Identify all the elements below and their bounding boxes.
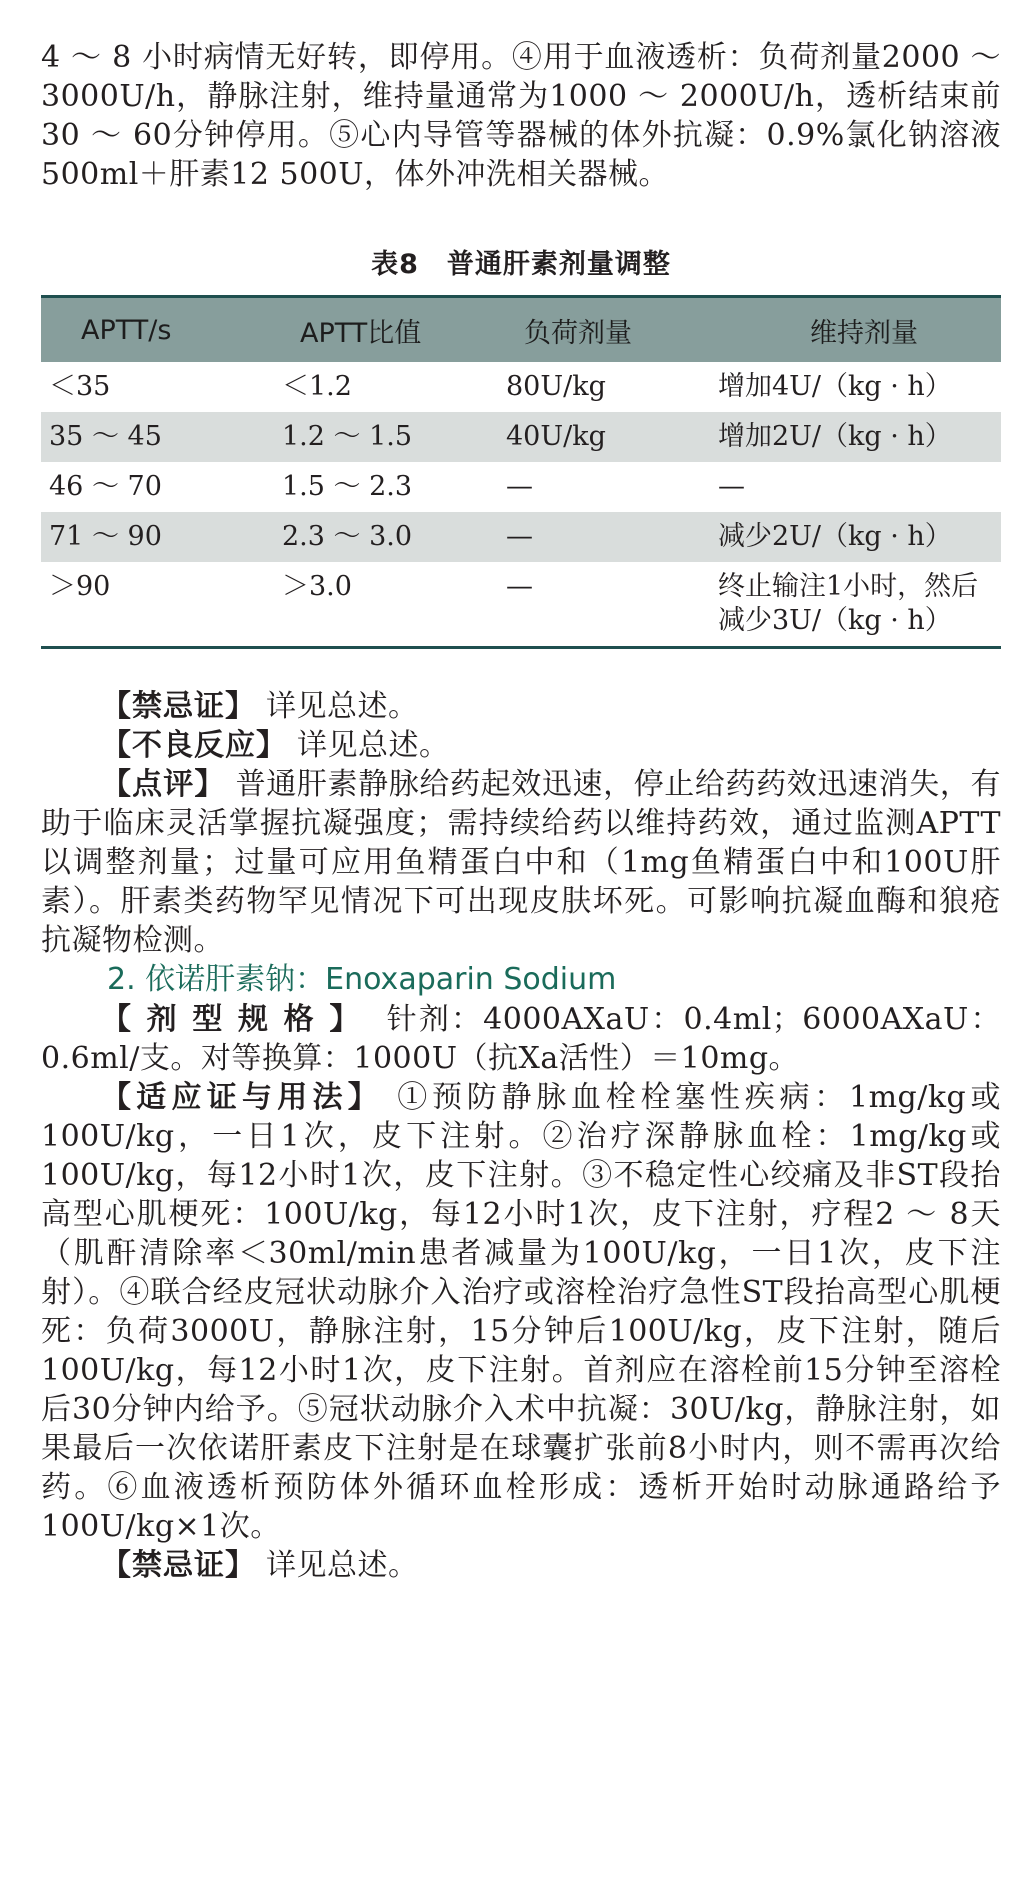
table-cell: 终止输注1小时，然后减少3U/（kg · h） [718, 571, 979, 636]
table-cell: ＞90 [49, 571, 111, 602]
table-title: 表8 普通肝素剂量调整 [371, 249, 671, 280]
heparin-comment [41, 765, 1001, 960]
table-row [41, 462, 1001, 512]
enoxaparin-contraindication [41, 1546, 1001, 1585]
header-maintenance-dose: 维持剂量 [710, 297, 1001, 363]
table-cell: ＜1.2 [282, 371, 352, 402]
table-cell: — [506, 571, 533, 602]
enoxaparin-indications-usage [41, 1078, 1001, 1546]
table-cell: 71 ～ 90 [41, 512, 274, 562]
table-header-row [41, 297, 1001, 363]
heparin-contraindication [41, 687, 1001, 726]
table-cell: 1.5 ～ 2.3 [282, 471, 413, 502]
intro-paragraph: 4 ～ 8 小时病情无好转，即停用。④用于血液透析：负荷剂量2000 ～ 3000U/h，静脉注射，维持量通常为1000 ～ 2000U/h，透析结束前30 ～ 60分钟停用。⑤心内导管等器械的体外抗凝：0.9%氯化钠溶液500ml＋肝素12 500U，体外冲洗相关器械。 [41, 40, 1001, 192]
table-cell: — [506, 471, 533, 502]
table-cell: 80U/kg [506, 371, 606, 402]
section-label: 【点评】 [101, 767, 226, 802]
table-cell: 35 ～ 45 [41, 412, 274, 462]
section-text: ①预防静脉血栓栓塞性疾病：1mg/kg或100U/kg，一日1次，皮下注射。②治疗深静脉血栓：1mg/kg或100U/kg，每12小时1次，皮下注射。③不稳定性心绞痛及非ST段抬高型心肌梗死：100U/kg，每12小时1次，皮下注射，疗程2 ～ 8天（肌酐清除率＜30ml/min患者减量为100U/kg，一日1次，皮下注射）。④联合经皮冠状动脉介入治疗或溶栓治疗急性ST段抬高型心肌梗死：负荷3000U，静脉注射，15分钟后100U/kg，皮下注射，随后100U/kg，每12小时1次，皮下注射。首剂应在溶栓前15分钟至溶栓后30分钟内给予。⑤冠状动脉介入术中抗凝：30U/kg，静脉注射，如果最后一次依诺肝素皮下注射是在球囊扩张前8小时内，则不需再次给药。⑥血液透析预防体外循环血栓形成：透析开始时动脉通路给予100U/kg×1次。 [41, 1080, 1002, 1544]
section-text: 针剂：4000AXaU：0.4ml；6000AXaU：0.6ml/支。对等换算：1000U（抗Ⅹa活性）＝10mg。 [41, 1002, 1001, 1076]
table-cell: 2.3 ～ 3.0 [274, 512, 498, 562]
table-cell: ＜35 [49, 371, 111, 402]
table-row [41, 362, 1001, 412]
header-aptt-ratio: APTT比值 [274, 297, 498, 363]
table-cell: 增加2U/（kg · h） [710, 412, 1001, 462]
table-cell: 40U/kg [498, 412, 710, 462]
table-row [41, 562, 1001, 648]
enoxaparin-form-spec [41, 1000, 1001, 1078]
section-label: 【禁忌证】 [101, 1548, 256, 1583]
section-label: 【不良反应】 [101, 728, 287, 763]
table-cell: 1.2 ～ 1.5 [274, 412, 498, 462]
heparin-adverse-reactions [41, 726, 1001, 765]
heparin-dose-table [41, 295, 1001, 649]
section-text: 详见总述。 [256, 1548, 419, 1583]
header-aptt: APTT/s [41, 297, 274, 363]
section-text: 详见总述。 [287, 728, 450, 763]
table-cell: 减少2U/（kg · h） [710, 512, 1001, 562]
section-text: 详见总述。 [256, 689, 419, 724]
table-cell: 增加4U/（kg · h） [718, 371, 952, 402]
table-cell: ＞3.0 [282, 571, 352, 602]
table-cell: 46 ～ 70 [49, 471, 162, 502]
document-page [41, 38, 1001, 1585]
section-label: 【禁忌证】 [101, 689, 256, 724]
table-cell: — [718, 471, 745, 502]
enoxaparin-heading: 2. 依诺肝素钠：Enoxaparin Sodium [107, 962, 617, 997]
section-label: 【适应证与用法】 [101, 1080, 383, 1115]
table-row [41, 412, 1001, 462]
section-text: 普通肝素静脉给药起效迅速，停止给药药效迅速消失，有助于临床灵活掌握抗凝强度；需持续给药以维持药效，通过监测APTT以调整剂量；过量可应用鱼精蛋白中和（1mg鱼精蛋白中和100U肝素）。肝素类药物罕见情况下可出现皮肤坏死。可影响抗凝血酶和狼疮抗凝物检测。 [41, 767, 1001, 958]
header-loading-dose: 负荷剂量 [498, 297, 710, 363]
table-cell: — [498, 512, 710, 562]
table-row [41, 512, 1001, 562]
section-label: 【剂型规格】 [101, 1002, 375, 1037]
